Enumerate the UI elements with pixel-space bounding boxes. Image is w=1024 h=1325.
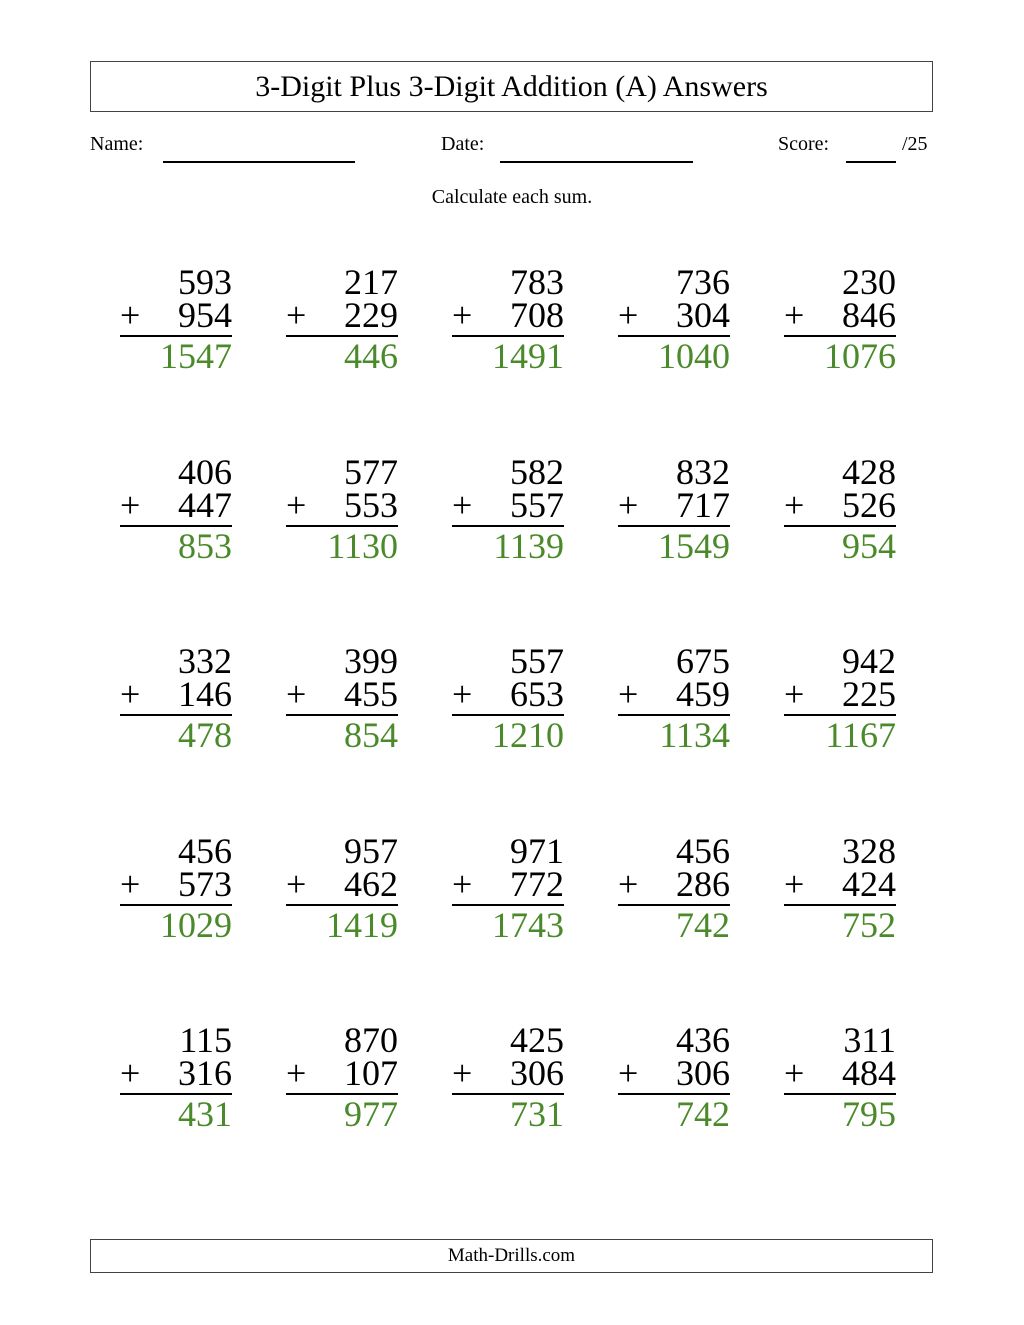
addition-problem bbox=[286, 1020, 398, 1134]
top-addend: 332 bbox=[178, 641, 232, 681]
plus-sign: + bbox=[286, 864, 307, 904]
answer: 1139 bbox=[493, 526, 564, 566]
plus-sign: + bbox=[452, 864, 473, 904]
top-addend: 675 bbox=[676, 641, 730, 681]
answer: 854 bbox=[344, 715, 398, 755]
bottom-addend-row bbox=[286, 1053, 398, 1093]
answer-row bbox=[120, 907, 232, 943]
answer: 954 bbox=[842, 526, 896, 566]
addition-problem bbox=[784, 262, 896, 376]
answer-row bbox=[784, 528, 896, 564]
addition-problem bbox=[452, 452, 564, 566]
answer: 795 bbox=[842, 1094, 896, 1134]
answer-row bbox=[784, 1096, 896, 1132]
top-addend: 436 bbox=[676, 1020, 730, 1060]
bottom-addend: 708 bbox=[510, 295, 564, 335]
bottom-addend-row bbox=[286, 295, 398, 335]
plus-sign: + bbox=[452, 674, 473, 714]
plus-sign: + bbox=[452, 1053, 473, 1093]
answer-row bbox=[452, 338, 564, 374]
addition-problem bbox=[286, 262, 398, 376]
bottom-addend-row bbox=[120, 864, 232, 904]
answer: 1743 bbox=[492, 905, 564, 945]
plus-sign: + bbox=[784, 864, 805, 904]
answer: 431 bbox=[178, 1094, 232, 1134]
bottom-addend: 107 bbox=[344, 1053, 398, 1093]
bottom-addend-row bbox=[618, 864, 730, 904]
plus-sign: + bbox=[286, 485, 307, 525]
instructions: Calculate each sum. bbox=[431, 186, 593, 208]
answer-row bbox=[286, 528, 398, 564]
plus-sign: + bbox=[120, 1053, 141, 1093]
top-addend: 593 bbox=[178, 262, 232, 302]
addition-problem bbox=[286, 831, 398, 945]
answer: 742 bbox=[676, 905, 730, 945]
addition-problem bbox=[784, 452, 896, 566]
name-field[interactable] bbox=[163, 161, 355, 163]
answer-row bbox=[286, 717, 398, 753]
bottom-addend-row bbox=[120, 1053, 232, 1093]
answer: 1029 bbox=[160, 905, 232, 945]
bottom-addend: 846 bbox=[842, 295, 896, 335]
addition-problem bbox=[286, 641, 398, 755]
plus-sign: + bbox=[120, 864, 141, 904]
top-addend: 971 bbox=[510, 831, 564, 871]
plus-sign: + bbox=[784, 1053, 805, 1093]
answer-row bbox=[784, 338, 896, 374]
plus-sign: + bbox=[618, 1053, 639, 1093]
footer bbox=[90, 1239, 933, 1273]
top-addend: 832 bbox=[676, 452, 730, 492]
addition-problem bbox=[784, 1020, 896, 1134]
date-label: Date: bbox=[441, 133, 485, 155]
answer-row bbox=[784, 907, 896, 943]
top-addend: 582 bbox=[510, 452, 564, 492]
bottom-addend: 455 bbox=[344, 674, 398, 714]
plus-sign: + bbox=[618, 674, 639, 714]
top-addend: 957 bbox=[344, 831, 398, 871]
answer-row bbox=[784, 717, 896, 753]
bottom-addend: 573 bbox=[178, 864, 232, 904]
bottom-addend: 447 bbox=[178, 485, 232, 525]
addition-problem bbox=[452, 641, 564, 755]
top-addend: 399 bbox=[344, 641, 398, 681]
answer: 853 bbox=[178, 526, 232, 566]
bottom-addend-row bbox=[784, 674, 896, 714]
top-addend: 328 bbox=[842, 831, 896, 871]
answer: 1419 bbox=[326, 905, 398, 945]
top-addend: 783 bbox=[510, 262, 564, 302]
plus-sign: + bbox=[120, 485, 141, 525]
answer-row bbox=[452, 1096, 564, 1132]
bottom-addend-row bbox=[784, 1053, 896, 1093]
bottom-addend-row bbox=[286, 674, 398, 714]
bottom-addend: 316 bbox=[178, 1053, 232, 1093]
addition-problem bbox=[784, 831, 896, 945]
plus-sign: + bbox=[618, 864, 639, 904]
plus-sign: + bbox=[452, 295, 473, 335]
bottom-addend: 557 bbox=[510, 485, 564, 525]
bottom-addend: 225 bbox=[842, 674, 896, 714]
bottom-addend-row bbox=[452, 295, 564, 335]
addition-problem bbox=[618, 641, 730, 755]
answer: 1076 bbox=[824, 336, 896, 376]
addition-problem bbox=[618, 1020, 730, 1134]
answer-row bbox=[452, 717, 564, 753]
bottom-addend: 772 bbox=[510, 864, 564, 904]
plus-sign: + bbox=[120, 295, 141, 335]
bottom-addend: 653 bbox=[510, 674, 564, 714]
bottom-addend: 304 bbox=[676, 295, 730, 335]
top-addend: 217 bbox=[344, 262, 398, 302]
bottom-addend: 146 bbox=[178, 674, 232, 714]
bottom-addend-row bbox=[784, 864, 896, 904]
addition-problem bbox=[120, 831, 232, 945]
answer: 1549 bbox=[658, 526, 730, 566]
answer: 478 bbox=[178, 715, 232, 755]
answer: 1134 bbox=[659, 715, 730, 755]
addition-problem bbox=[452, 1020, 564, 1134]
bottom-addend-row bbox=[120, 295, 232, 335]
plus-sign: + bbox=[784, 485, 805, 525]
answer: 1491 bbox=[492, 336, 564, 376]
plus-sign: + bbox=[286, 1053, 307, 1093]
bottom-addend: 717 bbox=[676, 485, 730, 525]
answer-row bbox=[618, 717, 730, 753]
answer: 752 bbox=[842, 905, 896, 945]
bottom-addend: 286 bbox=[676, 864, 730, 904]
name-label: Name: bbox=[90, 133, 144, 155]
top-addend: 230 bbox=[842, 262, 896, 302]
score-field[interactable] bbox=[846, 161, 896, 163]
bottom-addend-row bbox=[452, 485, 564, 525]
top-addend: 311 bbox=[843, 1020, 896, 1060]
top-addend: 557 bbox=[510, 641, 564, 681]
top-addend: 456 bbox=[676, 831, 730, 871]
answer-row bbox=[286, 907, 398, 943]
plus-sign: + bbox=[784, 674, 805, 714]
plus-sign: + bbox=[286, 295, 307, 335]
score-total: /25 bbox=[902, 133, 928, 155]
bottom-addend-row bbox=[784, 485, 896, 525]
bottom-addend: 424 bbox=[842, 864, 896, 904]
bottom-addend: 306 bbox=[676, 1053, 730, 1093]
addition-problem bbox=[120, 262, 232, 376]
plus-sign: + bbox=[120, 674, 141, 714]
answer-row bbox=[120, 717, 232, 753]
top-addend: 736 bbox=[676, 262, 730, 302]
addition-problem bbox=[120, 1020, 232, 1134]
answer: 1210 bbox=[492, 715, 564, 755]
bottom-addend-row bbox=[618, 1053, 730, 1093]
plus-sign: + bbox=[618, 485, 639, 525]
bottom-addend-row bbox=[618, 295, 730, 335]
answer: 742 bbox=[676, 1094, 730, 1134]
bottom-addend: 459 bbox=[676, 674, 730, 714]
answer: 1130 bbox=[327, 526, 398, 566]
top-addend: 115 bbox=[179, 1020, 232, 1060]
top-addend: 870 bbox=[344, 1020, 398, 1060]
answer-row bbox=[618, 338, 730, 374]
answer: 1040 bbox=[658, 336, 730, 376]
addition-problem bbox=[784, 641, 896, 755]
top-addend: 942 bbox=[842, 641, 896, 681]
bottom-addend-row bbox=[452, 864, 564, 904]
bottom-addend-row bbox=[784, 295, 896, 335]
bottom-addend-row bbox=[618, 674, 730, 714]
score-label: Score: bbox=[778, 133, 830, 155]
top-addend: 456 bbox=[178, 831, 232, 871]
top-addend: 428 bbox=[842, 452, 896, 492]
addition-problem bbox=[618, 452, 730, 566]
bottom-addend-row bbox=[120, 674, 232, 714]
addition-problem bbox=[120, 452, 232, 566]
addition-problem bbox=[618, 831, 730, 945]
plus-sign: + bbox=[452, 485, 473, 525]
answer-row bbox=[618, 907, 730, 943]
addition-problem bbox=[452, 831, 564, 945]
answer: 446 bbox=[344, 336, 398, 376]
footer-text: Math-Drills.com bbox=[447, 1245, 576, 1266]
date-field[interactable] bbox=[500, 161, 693, 163]
bottom-addend: 306 bbox=[510, 1053, 564, 1093]
answer-row bbox=[120, 1096, 232, 1132]
answer-row bbox=[120, 338, 232, 374]
top-addend: 577 bbox=[344, 452, 398, 492]
addition-problem bbox=[120, 641, 232, 755]
bottom-addend-row bbox=[452, 674, 564, 714]
plus-sign: + bbox=[784, 295, 805, 335]
worksheet-title-text: 3-Digit Plus 3-Digit Addition (A) Answers bbox=[255, 69, 768, 103]
bottom-addend: 954 bbox=[178, 295, 232, 335]
bottom-addend-row bbox=[452, 1053, 564, 1093]
answer-row bbox=[120, 528, 232, 564]
answer-row bbox=[286, 1096, 398, 1132]
bottom-addend-row bbox=[286, 485, 398, 525]
bottom-addend: 484 bbox=[842, 1053, 896, 1093]
answer: 1167 bbox=[825, 715, 896, 755]
bottom-addend: 229 bbox=[344, 295, 398, 335]
plus-sign: + bbox=[618, 295, 639, 335]
worksheet-title bbox=[90, 61, 933, 112]
bottom-addend: 526 bbox=[842, 485, 896, 525]
bottom-addend-row bbox=[286, 864, 398, 904]
answer: 1547 bbox=[160, 336, 232, 376]
answer-row bbox=[452, 528, 564, 564]
addition-problem bbox=[286, 452, 398, 566]
bottom-addend: 553 bbox=[344, 485, 398, 525]
answer-row bbox=[618, 1096, 730, 1132]
top-addend: 406 bbox=[178, 452, 232, 492]
bottom-addend-row bbox=[120, 485, 232, 525]
bottom-addend-row bbox=[618, 485, 730, 525]
answer-row bbox=[452, 907, 564, 943]
answer-row bbox=[286, 338, 398, 374]
plus-sign: + bbox=[286, 674, 307, 714]
addition-problem bbox=[618, 262, 730, 376]
bottom-addend: 462 bbox=[344, 864, 398, 904]
addition-problem bbox=[452, 262, 564, 376]
answer: 977 bbox=[344, 1094, 398, 1134]
top-addend: 425 bbox=[510, 1020, 564, 1060]
answer-row bbox=[618, 528, 730, 564]
answer: 731 bbox=[510, 1094, 564, 1134]
